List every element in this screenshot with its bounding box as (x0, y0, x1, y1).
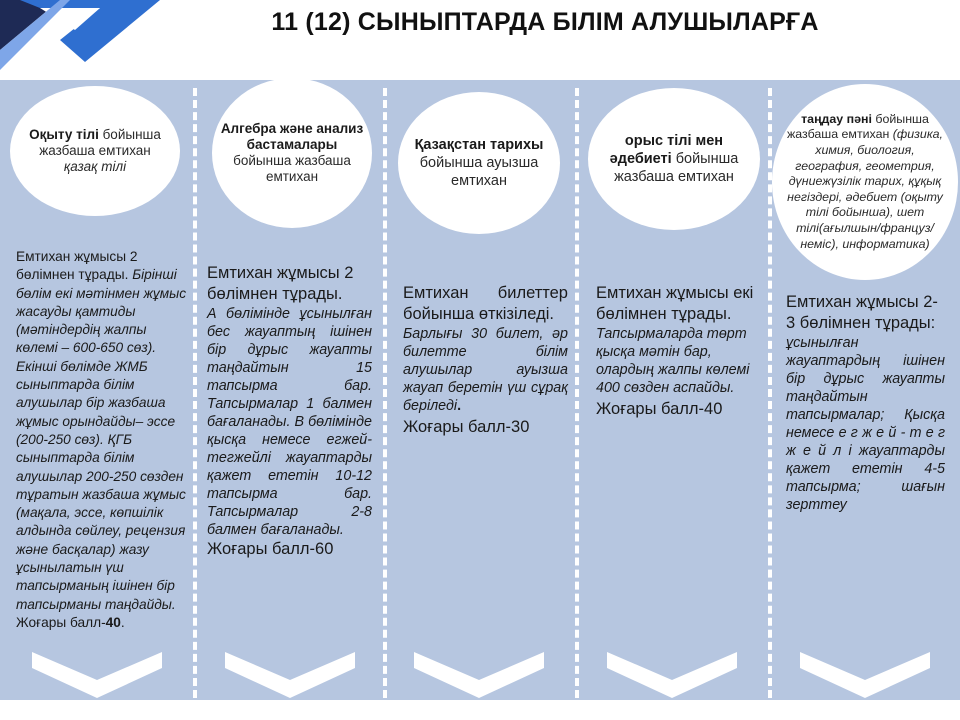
circle-bold-4: орыс тілі мен әдебиеті (609, 133, 724, 167)
score-3: Жоғары балл-30 (403, 418, 530, 436)
exam-body-4 (596, 283, 761, 420)
exam-circle-4 (588, 88, 760, 230)
circle-italic-5: (физика, химия, биология, география, геометрия, дүниежүзілік тарих, құқық негіздері, әдебиет (оқыту тілі бойынша), шет тілі(ағылшын/француз/неміс), информатика) (787, 127, 944, 251)
score-value-1: 40 (105, 614, 121, 630)
column-separator (383, 88, 387, 698)
chevron-down-icon (414, 640, 544, 700)
body-head-2: Емтихан жұмысы 2 бөлімнен тұрады. (207, 264, 354, 303)
chevron-down-icon (800, 640, 930, 700)
column-separator (193, 88, 197, 698)
body-italic-5: ұсынылған жауаптардың ішінен бір дұрыс жауапты таңдайтын тапсырмалар; Қысқа немесе е г ж е й - т е г ж е й л і жауаптарды қажет ететін 4-5 тапсырма; шағын зерттеу (786, 335, 945, 513)
circle-text-2: бойынша жазбаша емтихан (233, 153, 351, 184)
circle-bold-5: таңдау пәні (801, 111, 872, 126)
body-head-3: Емтихан билеттер бойынша өткізіледі. (403, 284, 568, 323)
exam-circle-3 (398, 92, 560, 234)
body-italic-3: Барлығы 30 билет, әр билетте білім алушылар ауызша жауап беретін үш сұрақ беріледі (403, 326, 568, 414)
circle-bold-3: Қазақстан тарихы (414, 137, 544, 153)
exam-circle-1 (10, 86, 180, 216)
chevron-down-icon (607, 640, 737, 700)
circle-text-3: бойынша ауызша емтихан (419, 155, 539, 189)
circle-text-4: бойынша жазбаша емтихан (614, 151, 739, 185)
bottom-strip (0, 700, 960, 720)
body-italic-1: Бірінші бөлім екі мәтінмен жұмыс жасауды қамтиды (мәтіндердің жалпы көлемі – 600-650 сөз). Екінші бөлімде ЖМБ сыныптарда білім алушылар бір жазбаша жұмыс орындайды– эссе (200-250 сөз). ҚГБ сыныптарда білім алушылар 200-250 сөзден тұратын жазбаша жұмыс (мақала, эссе, көпшілік алдында сөйлеу, рецензия және басқалар) жазу ұсынылатын үш тапсырманың ішінен бір тапсырманы таңдайды. (16, 267, 187, 612)
exam-body-2 (207, 263, 372, 560)
body-text-1: Емтихан жұмысы 2 бөлімнен тұрады. (16, 249, 138, 283)
score-4: Жоғары балл-40 (596, 400, 723, 418)
body-italic-4: Тапсырмаларда төрт қысқа мәтін бар, олардың жалпы көлемі 400 сөзден аспайды. (596, 326, 750, 396)
body-end-3: . (457, 398, 462, 414)
chevron-down-icon (32, 640, 162, 700)
score-end-1: . (120, 614, 125, 630)
circle-bold-2: Алгебра және анализ бастамалары (220, 121, 364, 152)
exam-body-5 (786, 292, 945, 514)
exam-circle-5 (772, 84, 958, 280)
page-title: 11 (12) СЫНЫПТАРДА БІЛІМ АЛУШЫЛАРҒА (271, 8, 819, 36)
circle-text-1: бойынша жазбаша емтихан (39, 127, 161, 158)
score-2: Жоғары балл-60 (207, 540, 334, 558)
column-separator (575, 88, 579, 698)
body-head-4: Емтихан жұмысы екі бөлімнен тұрады. (596, 284, 754, 323)
exam-body-3 (403, 283, 568, 438)
exam-body-1 (16, 248, 190, 632)
circle-text-5: бойынша жазбаша емтихан (786, 111, 929, 142)
body-italic-2: А бөлімінде ұсынылған бес жауаптың ішінен бір дұрыс жауапты таңдайтын 15 тапсырма бар. Тапсырмалар 1 балмен бағаланады. В бөлімінде қысқа немесе егжей-тегжейлі жауаптарды қажет ететін 10-12 тапсырма бар. Тапсырмалар 2-8 балмен бағаланады. (207, 306, 372, 538)
exam-circle-2 (212, 78, 372, 228)
chevron-down-icon (225, 640, 355, 700)
logo-icon (0, 0, 160, 70)
circle-bold-1: Оқыту тілі (29, 127, 99, 142)
score-label-1: Жоғары балл- (16, 614, 106, 630)
circle-italic-1: қазақ тілі (63, 159, 127, 174)
body-head-5: Емтихан жұмысы 2-3 бөлімнен тұрады: (786, 293, 938, 332)
